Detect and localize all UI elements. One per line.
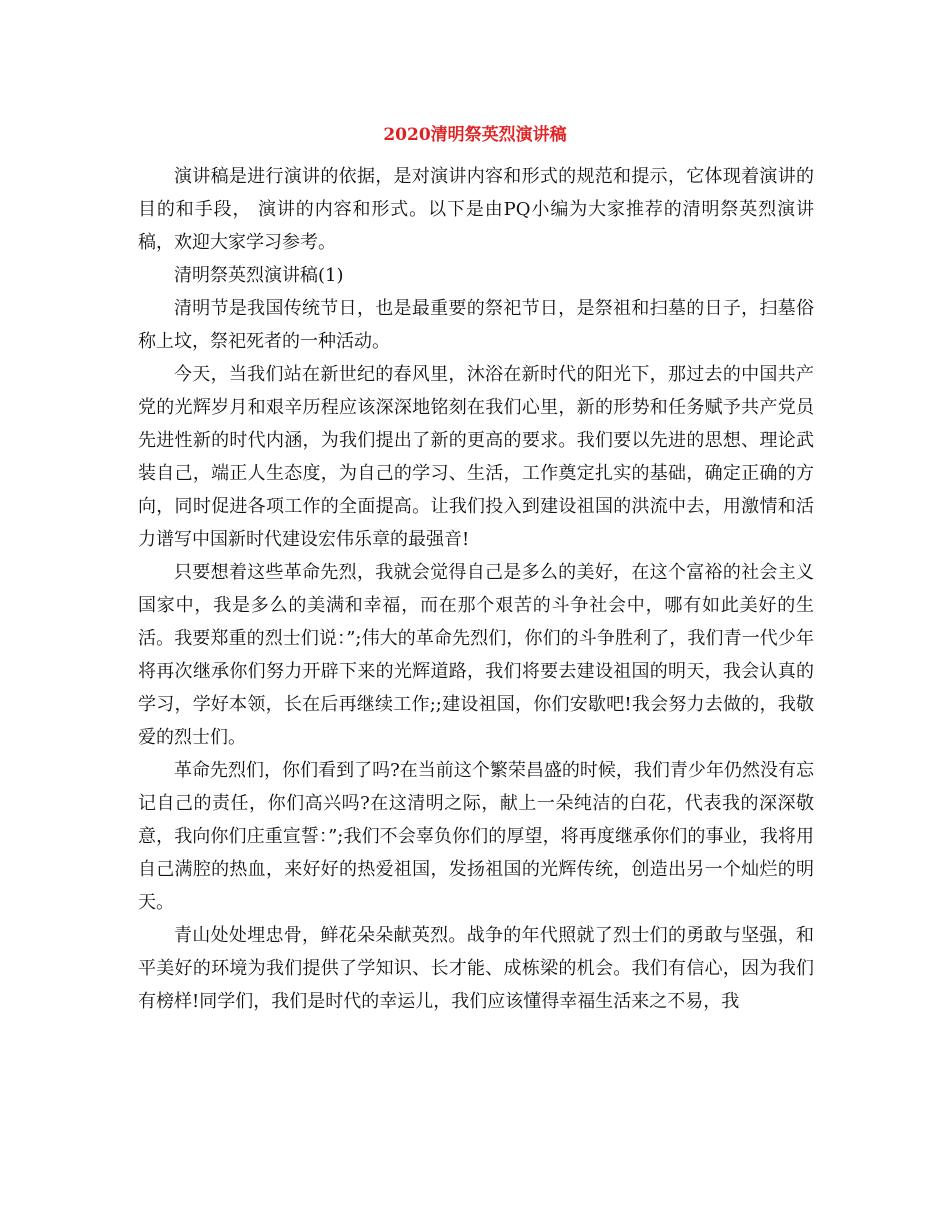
paragraph: 青山处处埋忠骨，鲜花朵朵献英烈。战争的年代照就了烈士们的勇敢与坚强，和平美好的环境为我们提供了学知识、长才能、成栋梁的机会。我们有信心，因为我们有榜样!同学们，我们是时代的幸运儿，我们应该懂得幸福生活来之不易，我 [138,925,814,1012]
document-body [138,160,814,1018]
paragraph: 只要想着这些革命先烈，我就会觉得自己是多么的美好，在这个富裕的社会主义国家中，我是多么的美满和幸福，而在那个艰苦的斗争社会中，哪有如此美好的生活。我要郑重的烈士们说：”;伟大的革命先烈们，你们的斗争胜利了，我们青一代少年将再次继承你们努力开辟下来的光辉道路，我们将要去建设祖国的明天，我会认真的学习，学好本领，长在后再继续工作;;建设祖国，你们安歇吧!我会努力去做的，我敬爱的烈士们。 [138,562,814,748]
section-heading: 清明祭英烈演讲稿(1) [174,265,344,286]
document-title: 2020清明祭英烈演讲稿 [383,125,567,145]
paragraph-intro: 演讲稿是进行演讲的依据，是对演讲内容和形式的规范和提示，它体现着演讲的目的和手段， 演讲的内容和形式。以下是由PQ小编为大家推荐的清明祭英烈演讲稿，欢迎大家学习参考。 [138,166,814,253]
paragraph: 革命先烈们，你们看到了吗?在当前这个繁荣昌盛的时候，我们青少年仍然没有忘记自己的责任，你们高兴吗?在这清明之际，献上一朵纯洁的白花，代表我的深深敬意，我向你们庄重宣誓：”;我们不会辜负你们的厚望，将再度继承你们的事业，我将用自己满腔的热血，来好好的热爱祖国，发扬祖国的光辉传统，创造出另一个灿烂的明天。 [138,760,814,913]
paragraph: 今天，当我们站在新世纪的春风里，沐浴在新时代的阳光下，那过去的中国共产党的光辉岁月和艰辛历程应该深深地铭刻在我们心里，新的形势和任务赋予共产党员先进性新的时代内涵，为我们提出了新的更高的要求。我们要以先进的思想、理论武装自己，端正人生态度，为自己的学习、生活，工作奠定扎实的基础，确定正确的方向，同时促进各项工作的全面提高。让我们投入到建设祖国的洪流中去，用激情和活力谱写中国新时代建设宏伟乐章的最强音! [138,364,814,550]
paragraph: 清明节是我国传统节日，也是最重要的祭祀节日，是祭祖和扫墓的日子，扫墓俗称上坟，祭祀死者的一种活动。 [138,298,814,352]
